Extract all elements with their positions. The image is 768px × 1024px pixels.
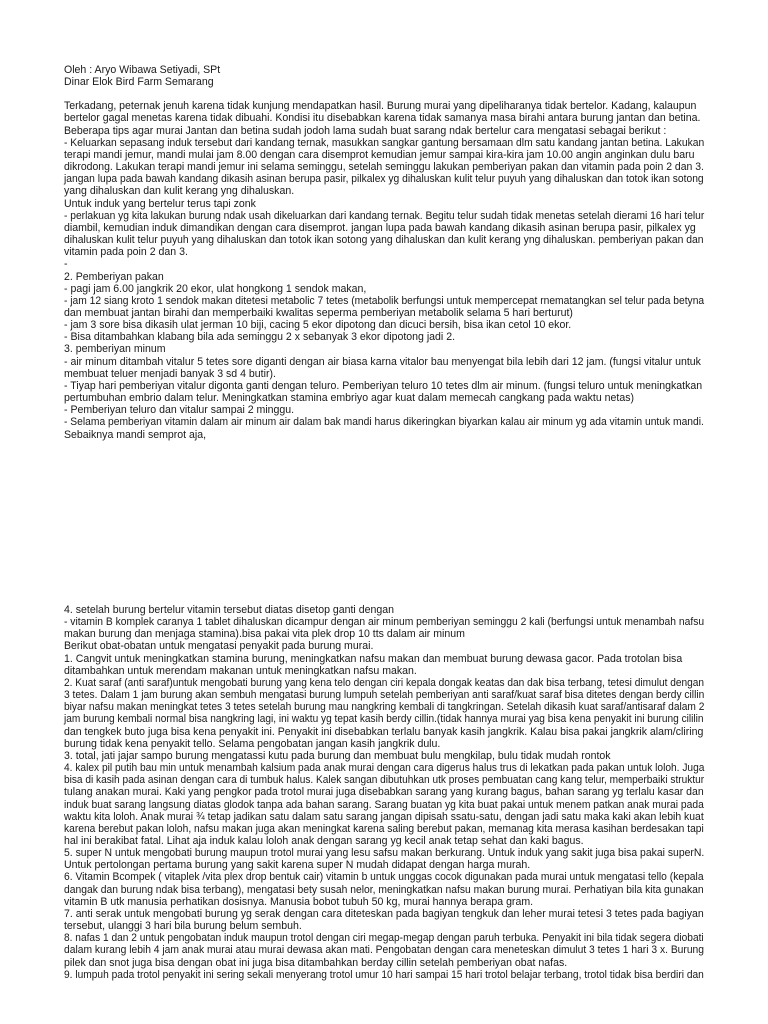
text-line: 2. Kuat saraf (anti saraf)untuk mengobati burung yang kena telo dengan ciri kepala dongak keatas dan dak bisa terbang, tetesi dimulut dengan <box>64 676 705 689</box>
text-line: tersebut, ulanggi 3 hari bila burung belum sembuh. <box>64 920 302 933</box>
text-line: Untuk pertolongan pertama burung yang sakit karena super N mudah didapat dengan harga murah. <box>64 859 531 872</box>
text-line: - jam 3 sore bisa dikasih ulat jerman 10 biji, cacing 5 ekor dipotong dan dicuci bersih, bisa ikan cetol 10 ekor. <box>64 319 572 332</box>
text-line: Berikut obat-obatan untuk mengatasi penyakit pada burung murai. <box>64 640 374 653</box>
text-line: dan membuat jantan birahi dan memperbaiki kwalitas seperma pemberiyan metabolik selama 5 hari berturut) <box>64 306 573 319</box>
text-line: vitamin B utk manusia perhatikan dosisnya. Manusia bobot tubuh 50 kg, murai hannya berapa gram. <box>64 895 534 908</box>
text-line: tulang anakan murai. Kaki yang pengkor pada trotol murai juga disebabkan sarang yang kurang bagus, bahan sarang yg terlalu kasar dan <box>64 786 704 799</box>
text-line: bisa di kasih pada asinan dengan cara di tumbuk halus. Kalek sangan dibutuhkan utk proses pembuatan cang kang telur, memperbaiki struktur <box>64 774 705 787</box>
text-line: karena berebut pakan loloh, nafsu makan juga akan meningkat karena saling berebut pakan, memanag kita merasa kasihan berdesakan tapi <box>64 822 704 835</box>
text-line: - vitamin B komplek caranya 1 tablet dihaluskan dicampur dengan air minum pemberiyan seminggu 2 kali (berfungsi untuk menambah nafsu <box>64 616 705 629</box>
text-line: jangan lupa pada bawah kandang dikasih asinan berupa pasir, pilkalex yg dihaluskan kulit telur puyuh yang dihaluskan dan totok ikan sotong <box>64 173 704 186</box>
document-body-bottom <box>64 604 706 981</box>
text-line: dangak dan burung ndak bisa terbang), mengatasi bety susah nelor, meningkatkan nafsu makan burung murai. Perhatiyan bila kita gunakan <box>64 883 704 896</box>
text-line: - perlakuan yg kita lakukan burung ndak usah dikeluarkan dari kandang ternak. Begitu telur sudah tidak menetas setelah dierami 16 hari telur <box>64 209 705 222</box>
text-line: bertelor gagal menetas karena tidak dibuahi. Kondisi itu disebabkan karena tidak samanya masa birahi antara burung jantan dan betina. <box>64 112 701 125</box>
blank-line <box>64 88 706 100</box>
text-line: terapi mandi jemur, mandi mulai jam 8.00 dengan cara disemprot kemudian jemur sampai kira-kira jam 10.00 angin anginkan dulu baru <box>64 148 695 161</box>
text-line: - Tiyap hari pemberiyan vitalur digonta ganti dengan teluro. Pemberiyan teluro 10 tetes dlm air minum. (fungsi teluro untuk meningkatkan <box>64 379 703 392</box>
text-line: 3 tetes. Dalam 1 jam burung akan sembuh mengatasi burung lumpuh setelah pemberiyan anti saraf/kuat saraf bisa ditetes dengan berdy cillin <box>64 689 705 702</box>
text-line: - <box>64 258 68 271</box>
text-line: dihaluskan kulit telur puyuh yang dihaluskan dan totok ikan sotong yang dihaluskan dan kulit kerang yng dihaluskan. pemberiyan pakan dan <box>64 234 704 247</box>
text-line: 3. pemberiyan minum <box>64 343 166 356</box>
text-line: vitamin pada poin 2 dan 3. <box>64 246 188 259</box>
text-line: 1. Cangvit untuk meningkatkan stamina burung, meningkatkan nafsu makan dan membuat burung dewasa gacor. Pada trotolan bisa <box>64 652 683 665</box>
text-line: - pagi jam 6.00 jangkrik 20 ekor, ulat hongkong 1 sendok makan, <box>64 282 367 295</box>
text-line: dalam kurang lebih 4 jam anak murai atau murai dewasa akan mati. Pengobatan dengan cara meneteskan dimulut 3 tetes 1 hari 3 x. Burung <box>64 944 705 957</box>
text-line: induk buat sarang langsung diatas glodok tanpa ada bahan sarang. Sarang buatan yg kita buat pakai untuk menem patkan anak murai pada <box>64 798 704 811</box>
text-line: - jam 12 siang kroto 1 sendok makan ditetesi metabolic 7 tetes (metabolik berfungsi untuk mempercepat rnematangkan sel telur pada betyna <box>64 294 705 307</box>
text-line: 4. kalex pil putih bau min untuk menambah kalsium pada anak murai dengan cara digerus halus trus di lekatkan pada pakan untuk loloh. Juga <box>64 762 705 775</box>
text-line: - Selama pemberiyan vitamin dalam air minum air dalam bak mandi harus dikeringkan biyarkan kalau air minum yg ada vitamin untuk mandi. <box>64 416 704 429</box>
text-line: 5. super N untuk mengobati burung maupun trotol murai yang lesu safsu makan berkurang. Untuk induk yang sakit juga bisa pakai superN. <box>64 847 705 860</box>
text-line: hal ini berakibat fatal. Lihat aja induk kalau loloh anak dengan sarang yg kecil anak tetap sehat dan kaki bagus. <box>64 834 584 847</box>
text-line: pilek dan snot juga bisa dengan obat ini juga bisa ditambahkan berday cillin setelah pemberiyan obat nafas. <box>64 956 568 969</box>
text-line: - air minum ditambah vitalur 5 tetes sore diganti dengan air biasa karna vitalor bau menyengat bila lebih dari 12 jam. (fungsi vitalur untuk <box>64 355 701 368</box>
text-line: 7. anti serak untuk mengobati burung yg serak dengan cara diteteskan pada bagiyan tengkuk dan leher murai tetesi 3 tetes pada bagiyan <box>64 907 704 920</box>
header-line: Oleh : Aryo Wibawa Setiyadi, SPt <box>64 64 221 76</box>
text-line: diambil, kemudian induk dimandikan dengan cara disemprot. jangan lupa pada bawah kandang dikasih asinan berupa pasir, pilkalex yg <box>64 221 696 234</box>
text-line: 8. nafas 1 dan 2 untuk pengobatan induk maupun trotol dengan ciri megap-megap dengan paruh terbuka. Penyakit ini bila tidak segera diobati <box>64 932 704 945</box>
header-line: Dinar Elok Bird Farm Semarang <box>64 76 214 89</box>
author-header <box>64 64 706 88</box>
document-body-top <box>64 64 706 441</box>
text-line: 9. lumpuh pada trotol penyakit ini sering sekali menyerang trotol umur 10 hari sampai 15 hari trotol belajar terbang, trotol tidak bisa berdiri dan <box>64 968 704 981</box>
text-line: 6. Vitamin Bcompek ( vitaplek /vita plex drop bentuk cair) vitamin b untuk unggas cocok digunakan pada murai untuk mengatasi tello (kepala <box>64 871 704 884</box>
text-line: burung tidak kena penyakit tello. Selama pengobatan jangan kasih jangkrik dulu. <box>64 737 441 750</box>
text-line: Terkadang, peternak jenuh karena tidak kunjung mendapatkan hasil. Burung murai yang dipeliharanya tidak bertelor. Kadang, kalaupun <box>64 100 697 113</box>
text-line: 3. total, jati jajar sampo burung mengatassi kutu pada burung dan membuat bulu mengkilap, bulu tidak mudah rontok <box>64 749 611 762</box>
text-line: Sebaiknya mandi semprot aja, <box>64 428 207 441</box>
text-line: 2. Pemberiyan pakan <box>64 270 164 283</box>
text-line: 4. setelah burung bertelur vitamin tersebut diatas disetop ganti dengan <box>64 604 394 616</box>
medicine-section <box>64 604 706 981</box>
text-line: membuat teluer menjadi banyak 3 sd 4 butir). <box>64 367 276 380</box>
text-line: makan burung dan menjaga stamina).bisa pakai vita plek drop 10 tts dalam air minum <box>64 628 465 641</box>
text-line: yang dihaluskan dan kulit kerang yng dihaluskan. <box>64 185 295 198</box>
text-line: dikrodong. Lakukan terapi mandi jemur ini selama seminggu, setelah seminggu lakukan pemberiyan pakan dan vitamin pada poin 2 dan 3. <box>64 161 704 174</box>
text-line: Untuk induk yang bertelur terus tapi zonk <box>64 197 256 210</box>
text-line: waktu kita loloh. Anak murai ¾ tetap jadikan satu dalam satu sarang jangan dipisah ssatu-satu, dengan jadi satu maka kaki akan lebih kuat <box>64 810 704 823</box>
text-line: biyar nafsu makan meningkat tetes 3 tetes setelah burung mau nangkring kembali di tangkringan. Setelah dikasih kuat saraf/antisaraf dalam 2 <box>64 701 705 714</box>
text-line: - Pemberiyan teluro dan vitalur sampai 2 minggu. <box>64 404 295 417</box>
breeding-tips-section <box>64 100 706 440</box>
text-line: Beberapa tips agar murai Jantan dan betina sudah jodoh lama sudah buat sarang ndak bertelur cara mengatasi sebagai berikut : <box>64 124 667 137</box>
text-line: ditambahkan untuk merendam makanan untuk meningkatkan nafsu makan. <box>64 664 417 677</box>
text-line: jam burung kembali normal bisa nangkring lagi, ini waktu yg tepat kasih berdy cillin.(tidak hannya murai yag bisa kena penyakit ini burung cililin <box>64 713 704 726</box>
text-line: - Keluarkan sepasang induk tersebut dari kandang ternak, masukkan sangkar gantung bersamaan dlm satu kandang jantan betina. Lakukan <box>64 136 705 149</box>
text-line: - Bisa ditambahkan klabang bila ada seminggu 2 x sebanyak 3 ekor dipotong jadi 2. <box>64 331 456 344</box>
text-line: dan tengkek buto juga bisa kena penyakit ini. Penyakit ini disebabkan terlalu banyak kasih jangkrik. Kalau bisa pakai jangkrik alam/cliring <box>64 725 704 738</box>
text-line: pertumbuhan embrio dalam telur. Meningkatkan stamina embriyo agar kuat dalam memecah cangkang pada waktu netas) <box>64 392 635 405</box>
